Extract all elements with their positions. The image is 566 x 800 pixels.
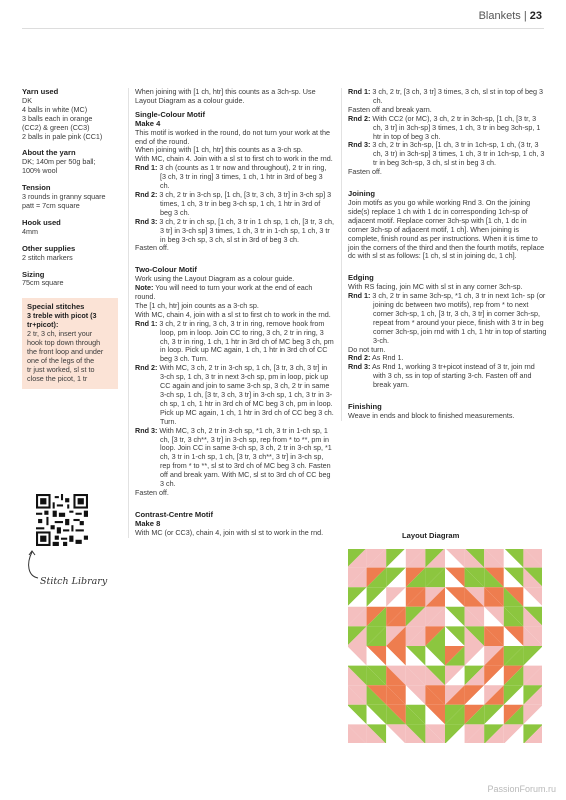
tension-heading: Tension (22, 183, 51, 193)
yarn-used-heading: Yarn used (22, 87, 59, 96)
other-supplies-value: 2 stitch markers (22, 252, 73, 262)
special-line: hook top down through (27, 337, 101, 347)
hook-value: 4mm (22, 226, 38, 236)
finishing-heading: Finishing (348, 402, 382, 412)
finishing-text: Weave in ends and block to finished measurements. (348, 411, 515, 420)
watermark: PassionForum.ru (487, 784, 556, 794)
round-instruction: Rnd 1: 3 ch, 2 tr in same 3ch-sp, *1 ch, 3 tr in next 1ch- sp (or joining dc between two motifs), rep from * to next corner 3ch-sp, 1 ch, [3 tr, 3 ch, 3 tr] in corner 3ch-sp, repeat from * around your piece, finish with 3 tr in beg corner 3ch-sp, join rnd with 1 ch, 1 htr in top of starting 3-ch. (348, 291, 547, 345)
page-header (479, 10, 542, 22)
section-title: Blankets | (478, 10, 527, 22)
edging-text: With RS facing, join MC with sl st in any corner 3ch-sp. (348, 282, 523, 292)
edging-text: Do not turn. (348, 344, 386, 354)
page-number: 23 (529, 10, 542, 22)
special-sub: 3 treble with picot (3 (27, 311, 97, 321)
intro-text: When joining with [1 ch, htr] this counts as a 3ch-sp. Use Layout Diagram as a colour guide. (135, 87, 316, 105)
round-instruction: Rnd 2: 3 ch, 2 tr in 3-ch sp, [1 ch, [3 tr, 3 ch, 3 tr] in 3-ch sp] 3 times, 1 ch, 3 tr in beg 3-ch sp, 1 ch, 1 htr in 3rd of beg 3 ch. (135, 189, 332, 217)
special-line: 2 tr, 3 ch, insert your (27, 329, 93, 339)
tension-line: 3 rounds in granny square (22, 192, 106, 202)
two-text: With MC, chain 4, join with a sl st to first ch to work in the rnd. (135, 309, 331, 319)
layout-diagram (347, 548, 543, 744)
sidebar-materials (22, 88, 118, 389)
pattern-column-middle (128, 88, 334, 538)
hook-heading: Hook used (22, 217, 61, 227)
single-colour-heading: Single-Colour Motif (135, 109, 206, 119)
round-instruction: Rnd 3: With MC, 3 ch, 2 tr in 3-ch sp, *1 ch, 3 tr in 1-ch sp, 1 ch, [3 tr, 3 ch**, 3 tr] in 3-ch sp, rep from * to **, pm in loop. Join CC in same 3-ch sp, 3 ch, 2 tr in 3-ch sp, *1 ch, 3 tr in 1-ch sp, 1 ch, [3 tr, 3 ch**, 3 tr] in 3-ch sp, rep from * to **, sl st to 3rd ch of MC beg 3 ch. Fasten off and break yarn. With MC, sl st to 3rd ch of CC beg 3 ch. (135, 425, 332, 489)
single-text: When joining with [1 ch, htr] this counts as a 3-ch sp. (135, 145, 303, 155)
special-line: the front loop and under (27, 346, 104, 356)
tension-line: patt = 7cm square (22, 200, 80, 210)
round-instruction: Rnd 2: With MC, 3 ch, 2 tr in 3-ch sp, 1 ch, [3 tr, 3 ch, 3 tr] in 3-ch sp, 1 ch, 3 tr in next 3-ch sp, pm in loop, pick up CC again and join to same 3-ch sp, 3 ch, 2 tr in same 3-ch sp, 1 ch, [3 tr, 3 ch, 3 tr] in 3-ch sp, 1 ch, 3 tr in 3-ch sp, 1 ch, 1 htr in 3rd ch of MC beg 3 ch, pm in loop. Pick up MC again, 1 ch, 1 htr in 3rd ch of CC beg 3 ch. Turn. (135, 363, 334, 426)
special-line: one of the legs of the (27, 355, 95, 365)
about-line: 100% wool (22, 166, 58, 176)
cc-text: With MC (or CC3), chain 4, join with sl st to work in the rnd. (135, 527, 324, 537)
fasten-off: Fasten off. (135, 243, 169, 253)
fasten-off: Fasten off. (348, 167, 382, 177)
single-text: This motif is worked in the round, do not turn your work at the end of the round. (135, 127, 330, 146)
special-stitches-heading: Special stitches (27, 302, 85, 312)
about-yarn-heading: About the yarn (22, 148, 76, 158)
two-text: The [1 ch, htr] join counts as a 3-ch sp. (135, 300, 259, 310)
round-instruction: Rnd 1: 3 ch (counts as 1 tr now and throughout), 2 tr in ring, [3 ch, 3 tr in ring] 3 times, 1 ch, 1 htr in 3rd of beg 3 ch. (135, 163, 327, 191)
round-instruction: Rnd 3: 3 ch, 2 tr in ch sp, [1 ch, 3 tr in 1 ch sp, 1 ch, [3 tr, 3 ch, 3 tr] in 3-ch sp] 3 times, 1 ch, 3 tr in 1-ch sp, 1 ch, 3 tr in beg 3-ch sp, 3 ch, sl st in 3rd of beg 3 ch. (135, 216, 334, 244)
yarn-line: 2 balls in pale pink (CC1) (22, 131, 103, 141)
sizing-value: 75cm square (22, 278, 64, 288)
qr-code[interactable] (36, 494, 88, 546)
yarn-line: (CC2) & green (CC3) (22, 122, 90, 132)
special-line: tr just worked, sl st to (27, 364, 95, 374)
header-rule (22, 28, 544, 29)
about-line: DK; 140m per 50g ball; (22, 157, 96, 167)
round-instruction: Rnd 3: As Rnd 1, working 3 tr+picot instead of 3 tr, join rnd with 3 ch, ss in top of starting 3-ch. Fasten off and break yarn. (348, 362, 535, 390)
two-colour-heading: Two-Colour Motif (135, 265, 197, 275)
round-instruction: Rnd 2: As Rnd 1. (348, 353, 404, 363)
edging-heading: Edging (348, 273, 374, 283)
two-note: Note: You will need to turn your work at the end of each round. (135, 283, 313, 302)
two-text: Work using the Layout Diagram as a colour guide. (135, 274, 295, 284)
special-stitches-box (22, 298, 118, 389)
stitch-library-label: Stitch Library (40, 576, 108, 587)
layout-diagram-title: Layout Diagram (402, 531, 460, 540)
special-sub: tr+picot): (27, 320, 59, 330)
single-colour-make: Make 4 (135, 118, 161, 128)
joining-text: Join motifs as you go while working Rnd 3. On the joining side(s) replace 1 ch with 1 dc in corresponding 1ch-sp of adjacent motif. Replace corner 3ch-sp with [1 ch, 1 dc in corner 3ch-sp of adjacent motif, 1 ch]. When joining is complete, finish round as per instructions. When it is time to join the corners of the third and then the fourth motifs, replace dc with sl st as follows: [1 ch, sl st in joining dc, 1 ch]. (348, 197, 545, 261)
contrast-centre-heading: Contrast-Centre Motif (135, 509, 214, 519)
cc-text: Fasten off and break yarn. (348, 104, 432, 114)
round-instruction: Rnd 3: 3 ch, 2 tr in 3ch-sp, [1 ch, 3 tr in 1ch-sp, 1 ch, (3 tr, 3 ch, 3 tr) in 3ch-sp] 3 times, 1 ch, 3 tr in 1ch-sp, 1 ch, 3 tr in beg 3ch-sp, 3 ch, sl st in beg 3 ch. (348, 140, 545, 168)
fasten-off: Fasten off. (135, 487, 169, 497)
round-instruction: Rnd 1: 3 ch, 2 tr, [3 ch, 3 tr] 3 times, 3 ch, sl st in top of beg 3 ch. (348, 87, 543, 105)
special-line: close the picot, 1 tr (27, 373, 88, 383)
other-supplies-heading: Other supplies (22, 243, 76, 253)
yarn-line: 4 balls in white (MC) (22, 104, 88, 114)
yarn-line: DK (22, 95, 32, 105)
round-instruction: Rnd 1: 3 ch, 2 tr in ring, 3 ch, 3 tr in ring, remove hook from loop, pm in loop. Join CC to ring, 3 ch, 2 tr in ring, 3 ch, 3 tr in ring, 1 ch, 1 htr in 3rd ch of MC beg 3 ch, pm in loop. Pick up MC again, 1 ch, 1 htr in 3rd ch of CC beg 3 ch. Turn. (135, 318, 334, 364)
contrast-centre-make: Make 8 (135, 518, 161, 528)
joining-heading: Joining (348, 189, 375, 199)
pattern-column-right (341, 88, 547, 421)
curved-arrow-icon (22, 548, 42, 580)
single-text: With MC, chain 4. Join with a sl st to first ch to work in the rnd. (135, 154, 333, 164)
yarn-line: 3 balls each in orange (22, 113, 93, 123)
round-instruction: Rnd 2: With CC2 (or MC), 3 ch, 2 tr in 3ch-sp, [1 ch, [3 tr, 3 ch, 3 tr] in 3ch-sp] 3 times, 1 ch, 3 tr in beg 3ch-sp, 1 htr in top of beg 3 ch. (348, 113, 541, 141)
sizing-heading: Sizing (22, 269, 45, 279)
